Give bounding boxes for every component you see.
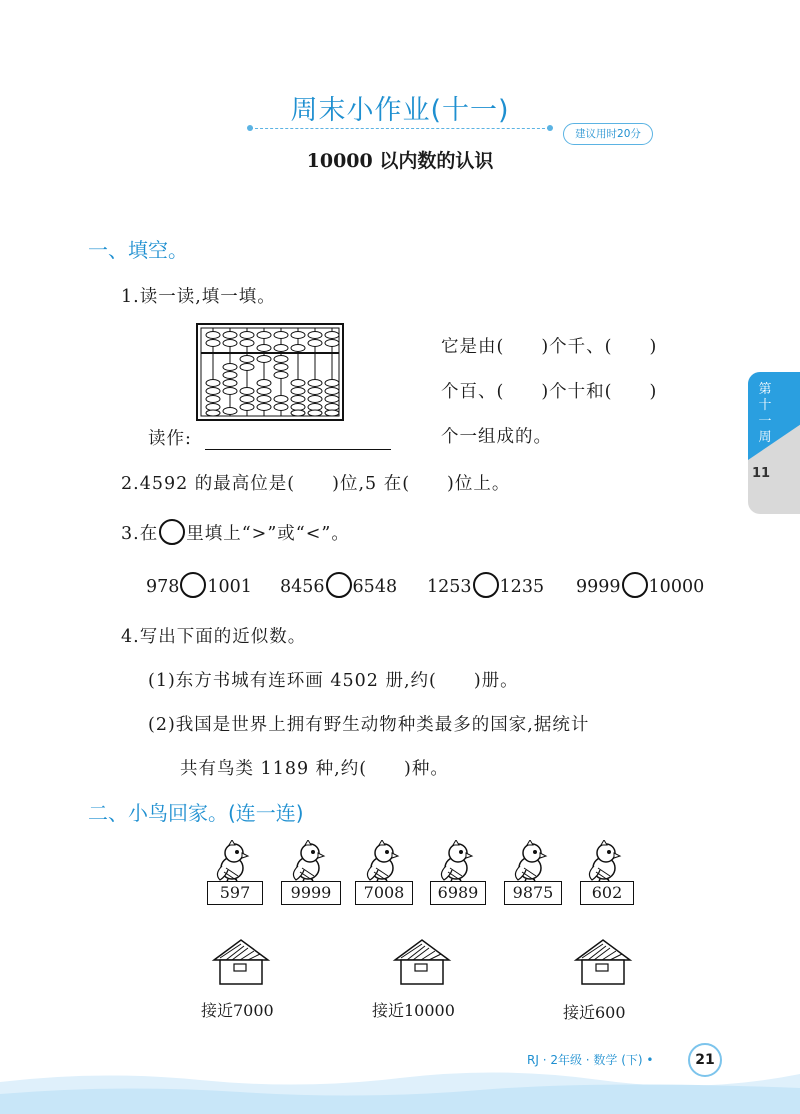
house-icon-3[interactable] [572,936,634,986]
cmp-2-b: 6548 [352,577,398,597]
q3-label-pre: 3.在 [121,524,159,544]
house-label-7000: 接近7000 [201,1001,274,1020]
bird-row [210,840,670,884]
bird-icon-4 [441,840,472,884]
compare-circle-4[interactable] [622,572,648,598]
q2-text: 2.4592 的最高位是( )位,5 在( )位上。 [121,474,511,494]
cmp-1-b: 1001 [207,577,252,597]
q1-line2: 个百、( )个十和( ) [441,382,658,402]
q4-part1: (1)东方书城有连环画 4502 册,约( )册。 [148,671,519,691]
house-label-10000: 接近10000 [372,1001,455,1020]
cmp-4-a: 9999 [576,577,621,597]
compare-circle-3[interactable] [473,572,499,598]
house-label-600: 接近600 [563,1003,626,1022]
bird-icon-6 [589,840,620,884]
section-2-heading: 二、小鸟回家。(连一连) [88,801,304,825]
title-divider [250,128,550,129]
bird-icon-1 [217,840,248,884]
page-subtitle: 10000 以内数的认识 [306,150,494,172]
bird-icon-5 [515,840,546,884]
read-as-answer-line[interactable] [205,449,391,450]
bird-icon-2 [293,840,324,884]
q3-label [121,519,350,545]
q3-label-post: 里填上“>”或“<”。 [186,524,350,544]
q1-label: 1.读一读,填一填。 [121,287,276,307]
cmp-3-b: 1235 [499,577,545,597]
cmp-2-a: 8456 [280,577,325,597]
bird-number-597[interactable]: 597 [207,881,263,905]
comparison-4 [576,572,704,598]
abacus-image [196,323,344,421]
house-icon-2[interactable] [391,936,453,986]
week-tab [748,372,800,514]
bird-number-602[interactable]: 602 [580,881,634,905]
compare-circle-1[interactable] [180,572,206,598]
circle-icon [159,519,185,545]
q1-line1: 它是由( )个千、( ) [441,337,658,357]
q4-part2b: 共有鸟类 1189 种,约( )种。 [180,759,449,779]
bottom-wave-decoration [0,1062,800,1114]
bird-number-9999[interactable]: 9999 [281,881,341,905]
bird-number-6989[interactable]: 6989 [430,881,486,905]
section-1-heading: 一、填空。 [88,238,188,262]
week-tab-label: 第十一周 [758,382,772,445]
page-number: 21 [688,1043,722,1077]
bird-number-7008[interactable]: 7008 [355,881,413,905]
q4-label: 4.写出下面的近似数。 [121,627,307,647]
read-as-label: 读作: [148,429,192,449]
bird-number-9875[interactable]: 9875 [504,881,562,905]
comparison-1 [146,572,252,598]
comparison-3 [427,572,544,598]
q1-line3: 个一组成的。 [441,427,552,447]
week-tab-number: 11 [752,466,771,481]
q4-part2a: (2)我国是世界上拥有野生动物种类最多的国家,据统计 [148,715,590,735]
comparison-2 [280,572,397,598]
footer-text: RJ · 2年级 · 数学 (下) • [527,1053,654,1067]
cmp-1-a: 978 [146,577,180,597]
time-badge: 建议用时20分 [563,123,653,145]
compare-circle-2[interactable] [326,572,352,598]
cmp-3-a: 1253 [427,577,472,597]
bird-icon-3 [367,840,398,884]
page-title: 周末小作业(十一) [290,95,510,126]
house-icon-1[interactable] [210,936,272,986]
cmp-4-b: 10000 [648,577,705,597]
